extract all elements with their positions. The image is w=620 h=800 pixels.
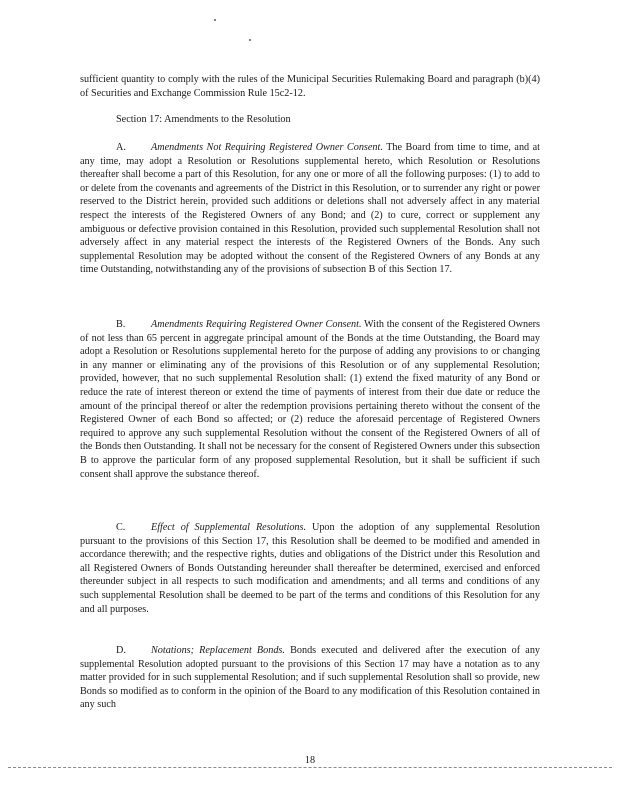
paragraph-c [80,521,540,616]
paragraph-b [80,318,540,481]
scan-speck [249,39,251,41]
paragraph-label: A. [116,142,126,153]
page-number: 18 [304,755,316,766]
paragraph-a [80,141,540,277]
paragraph-d [80,644,540,712]
paragraph-label: B. [116,319,126,330]
paragraph-text: Bonds executed and delivered after the execution of any supplemental Resolution adopted pursuant to the provisions of this Section 17 may have a notation as to any matter provided for in such supplemental Resolution; and if such supplemental Resolution shall so provide, new Bonds so modified as to conform in the opinion of the Board to any modification of this Resolution contained in any such [80,645,541,711]
section-heading: Section 17: Amendments to the Resolution [116,114,291,125]
intro-text: sufficient quantity to comply with the rules of the Municipal Securities Rulemaking Board and paragraph (b)(4) of Securities and Exchange Commission Rule 15c2-12. [80,74,540,99]
paragraph-text: Upon the adoption of any supplemental Resolution pursuant to the provisions of this Section 17, this Resolution shall be deemed to be modified and amended in accordance therewith; and the respective rights, duties and obligations of the District under this Resolution and all Registered Owners of Bonds Outstanding hereunder shall thereafter be determined, exercised and enforced thereunder subject in all respects to such modification and amendments; and all terms and conditions of any such supplemental Resolution shall be deemed to be part of the terms and conditions of this Resolution for any and all purposes. [80,522,540,615]
footer-rule [8,767,612,768]
paragraph-label: C. [116,522,126,533]
paragraph-text: The Board from time to time, and at any time, may adopt a Resolution or Resolutions supplemental hereto, which Resolution or Resolutions thereafter shall become a part of this Resolution, for any one or more of all the following purposes: (1) to add to or delete from the covenants and agreements of the District in this Resolution, or to surrender any right or power reserved to the District herein, provided such additions or deletions shall not adversely affect in any material respect the interests of the Registered Owners of any Bond; and (2) to cure, correct or supplement any ambiguous or defective provision contained in this Resolution, provided such supplemental Resolution shall not adversely affect in any material respect the interests of the Registered Owners of the Bonds. Any such supplemental Resolution may be adopted without the consent of the Registered Owners of any Bonds at any time Outstanding, notwithstanding any of the provisions of subsection B of this Section 17. [80,142,540,276]
paragraph-title: Amendments Requiring Registered Owner Consent. [151,319,362,330]
paragraph-title: Notations; Replacement Bonds. [151,645,285,656]
scan-speck [214,19,216,21]
intro-paragraph [80,73,540,100]
paragraph-text: With the consent of the Registered Owners of not less than 65 percent in aggregate principal amount of the Bonds at the time Outstanding, the Board may adopt a Resolution or Resolutions supplemental hereto for the purpose of adding any provisions to or changing in any manner or eliminating any of the provisions of this Resolution or of any supplemental Resolution; provided, however, that no such supplemental Resolution shall: (1) extend the fixed maturity of any Bond or reduce the rate of interest thereon or extend the time of payments of interest from their due date or reduce the amount of the principal thereof or alter the redemption provisions pertaining thereto without the consent of the Registered Owner of each Bond so affected; or (2) reduce the aforesaid percentage of Registered Owners required to approve any such supplemental Resolution without the consent of the Registered Owners of all of the Bonds then Outstanding. It shall not be necessary for the consent of Registered Owners under this subsection B to approve the particular form of any proposed supplemental Resolution, but it shall be sufficient if such consent shall approve the substance thereof. [80,319,540,480]
paragraph-title: Amendments Not Requiring Registered Owner Consent. [151,142,383,153]
paragraph-label: D. [116,645,126,656]
paragraph-title: Effect of Supplemental Resolutions. [151,522,307,533]
